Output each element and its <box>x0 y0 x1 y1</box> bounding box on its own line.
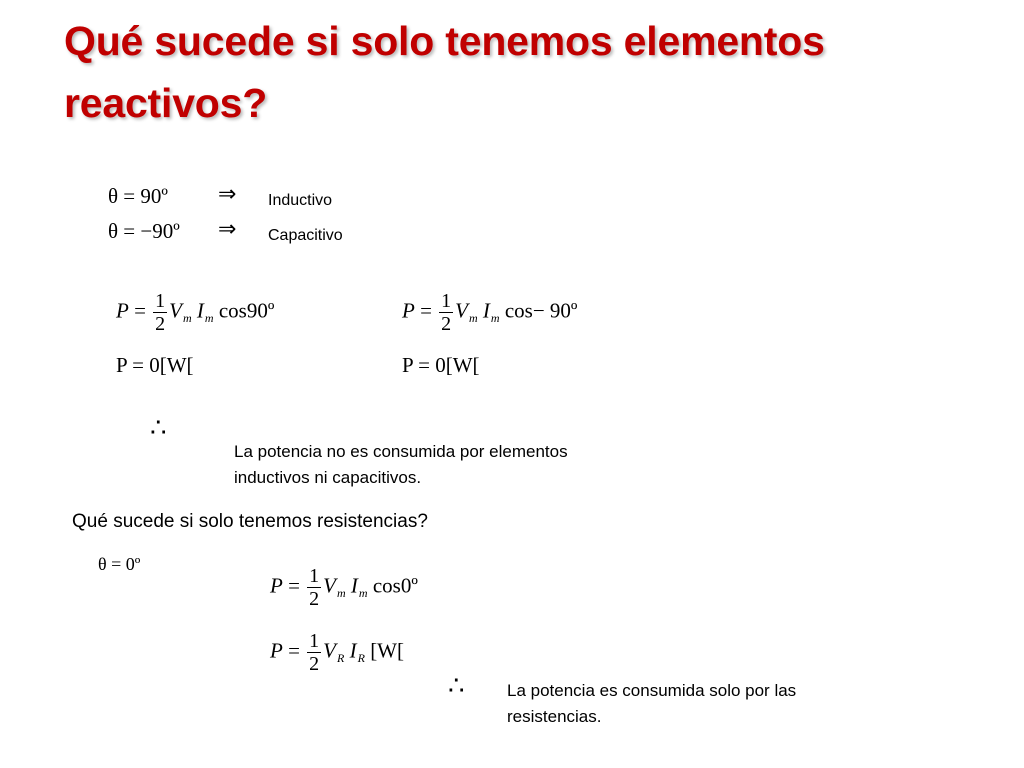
current-symbol: I <box>349 638 357 663</box>
current-subscript: m <box>204 311 214 326</box>
therefore-icon: ∴ <box>448 671 465 701</box>
implies-arrow-icon: ⇒ <box>218 182 237 207</box>
equals-sign: = <box>288 638 300 663</box>
case-capacitive-label: Capacitivo <box>268 227 343 244</box>
fraction-numerator: 1 <box>309 565 320 587</box>
current-symbol: I <box>350 573 358 598</box>
equals-sign: = <box>420 298 432 323</box>
voltage-symbol: V <box>169 298 182 323</box>
fraction-denominator: 2 <box>441 313 452 335</box>
fraction-denominator: 2 <box>155 313 166 335</box>
case-inductive-label: Inductivo <box>268 192 333 209</box>
equals-sign: = <box>134 298 146 323</box>
voltage-subscript: m <box>183 311 192 326</box>
fraction-denominator: 2 <box>309 588 320 610</box>
fraction-numerator: 1 <box>309 630 320 652</box>
power-equation-inductive <box>116 290 274 335</box>
current-subscript: m <box>490 311 500 326</box>
resistive-conclusion: La potencia es consumida solo por las resistencias. <box>507 681 797 726</box>
equals-sign: = <box>288 573 300 598</box>
cosine-term: cos90º <box>218 298 275 323</box>
slide-title: Qué sucede si solo tenemos elementos reactivos? <box>64 18 825 126</box>
implies-arrow-icon: ⇒ <box>218 217 237 242</box>
power-symbol: P <box>402 298 415 323</box>
reactive-conclusion: La potencia no es consumida por elementos inductivos ni capacitivos. <box>234 442 568 487</box>
voltage-subscript: m <box>337 586 346 601</box>
power-symbol: P <box>270 573 283 598</box>
power-equation-capacitive <box>402 290 577 335</box>
cosine-term: cos− 90º <box>504 298 578 323</box>
current-subscript: m <box>358 586 368 601</box>
power-symbol: P <box>116 298 129 323</box>
fraction-numerator: 1 <box>441 290 452 312</box>
fraction-numerator: 1 <box>155 290 166 312</box>
unit-term: [W[ <box>370 638 404 663</box>
voltage-symbol: V <box>323 573 336 598</box>
half-fraction <box>153 290 167 335</box>
half-fraction <box>307 630 321 675</box>
power-result-capacitive: P = 0[W[ <box>402 353 480 377</box>
voltage-symbol: V <box>455 298 468 323</box>
power-result-inductive: P = 0[W[ <box>116 353 194 377</box>
therefore-icon: ∴ <box>150 413 167 443</box>
case-inductive-equation: θ = 90º <box>108 184 168 208</box>
power-result-resistive <box>270 630 404 675</box>
case-capacitive-equation: θ = −90º <box>108 219 180 243</box>
power-equation-resistive <box>270 565 418 610</box>
power-symbol: P <box>270 638 283 663</box>
half-fraction <box>307 565 321 610</box>
fraction-denominator: 2 <box>309 653 320 675</box>
voltage-subscript: m <box>469 311 478 326</box>
current-symbol: I <box>196 298 204 323</box>
current-symbol: I <box>482 298 490 323</box>
voltage-subscript: R <box>337 651 345 666</box>
half-fraction <box>439 290 453 335</box>
cosine-term: cos0º <box>372 573 418 598</box>
resistive-question: Qué sucede si solo tenemos resistencias? <box>72 511 428 532</box>
theta-zero-equation: θ = 0º <box>98 554 141 574</box>
voltage-symbol: V <box>323 638 336 663</box>
current-subscript: R <box>357 651 365 666</box>
